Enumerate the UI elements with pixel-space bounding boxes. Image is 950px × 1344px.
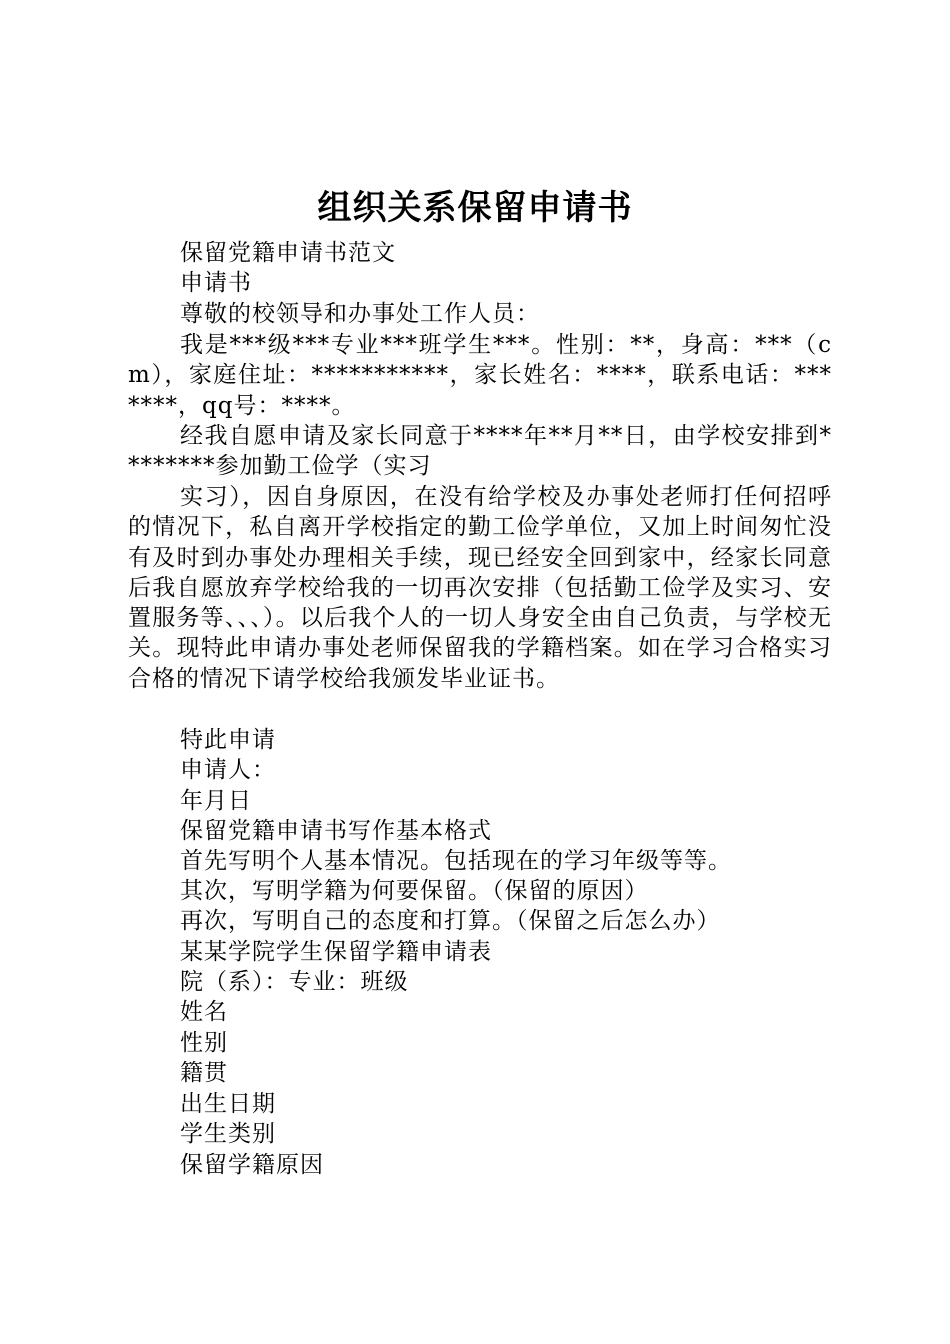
text-line: 特此申请 [180,727,276,753]
form-field: 姓名 [180,999,228,1025]
text-line: 保留党籍申请书范文 [180,240,396,266]
form-field: 出生日期 [180,1091,276,1117]
form-field: 学生类别 [180,1121,276,1147]
form-field: 性别 [180,1030,228,1056]
date-label: 年月日 [180,788,252,814]
paragraph-reason: 实习），因自身原因，在没有给学校及办事处老师打任何招呼的情况下，私自离开学校指定的勤工俭学单位，又加上时间匆忙没有及时到办事处办理相关手续，现已经安全回到家中，经家长同意后我自愿放弃学校给我的一切再次安排（包括勤工俭学及实习、安置服务等、、、）。以后我个人的一切人身安全由自己负责，与学校无关。现特此申请办事处老师保留我的学籍档案。如在学习合格实习合格的情况下请学校给我颁发毕业证书。 [128,484,832,692]
form-title: 某某学院学生保留学籍申请表 [180,939,492,965]
paragraph-personal-info: 我是***级***专业***班学生***。性别：**，身高：***（cm），家庭住址：***********，家长姓名：****，联系电话：*******，qq号：****。 [128,332,832,419]
form-field: 院（系）：专业：班级 [180,969,409,995]
text-line: 其次，写明学籍为何要保留。（保留的原因） [180,878,649,904]
form-field: 保留学籍原因 [180,1152,324,1178]
section-heading: 保留党籍申请书写作基本格式 [180,818,492,844]
applicant-label: 申请人： [180,757,276,783]
text-line: 申请书 [180,270,252,296]
salutation: 尊敬的校领导和办事处工作人员： [180,301,540,327]
text-line: 首先写明个人基本情况。包括现在的学习年级等等。 [180,848,732,874]
form-field: 籍贯 [180,1060,228,1086]
text-line: 再次，写明自己的态度和打算。（保留之后怎么办） [180,908,721,934]
document-title: 组织关系保留申请书 [317,188,633,228]
paragraph-application: 经我自愿申请及家长同意于****年**月**日，由学校安排到********参加勤工俭学（实习 [128,423,832,480]
